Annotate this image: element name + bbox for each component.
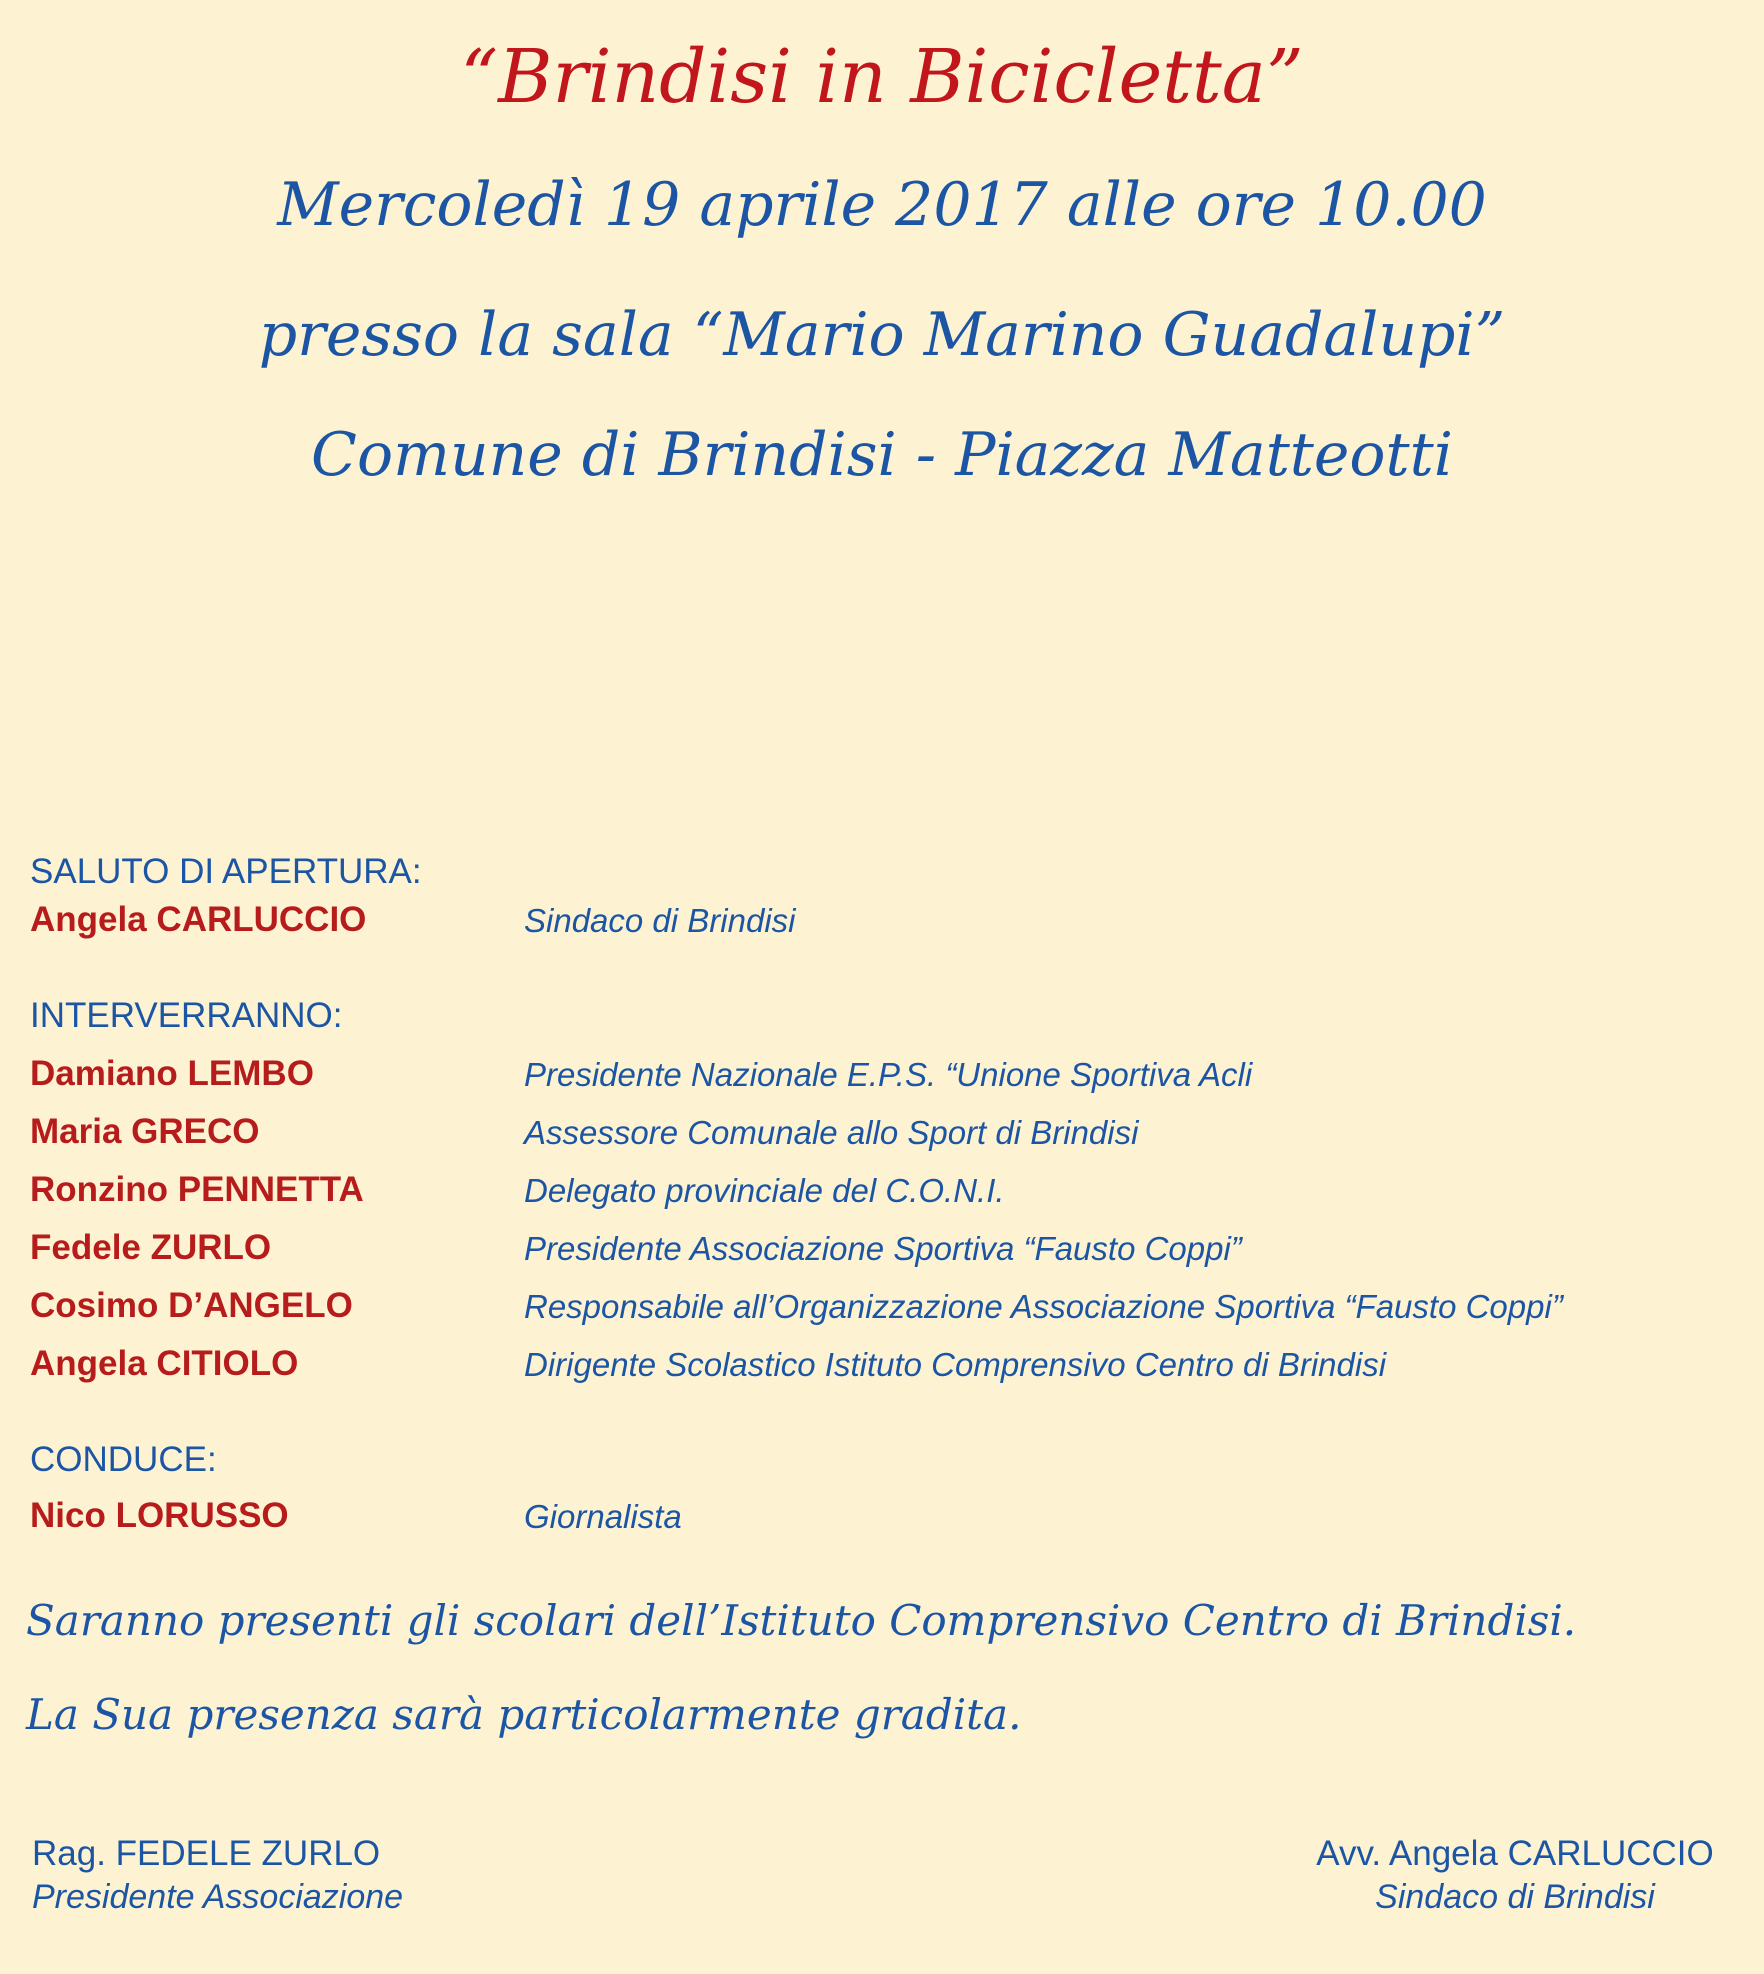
speaker-name: Damiano LEMBO (30, 1054, 314, 1093)
moderator-section-label: CONDUCE: (30, 1440, 217, 1479)
speaker-row (30, 1344, 1730, 1392)
speaker-role: Giornalista (524, 1498, 682, 1535)
speaker-role: Presidente Nazionale E.P.S. “Unione Sportiva Acli (524, 1056, 1253, 1093)
speaker-name: Ronzino PENNETTA (30, 1170, 364, 1209)
signature-left (32, 1834, 412, 1917)
speaker-name: Maria GRECO (30, 1112, 260, 1151)
speaker-row (30, 900, 1730, 948)
speaker-role: Delegato provinciale del C.O.N.I. (524, 1172, 1005, 1209)
event-date: Mercoledì 19 aprile 2017 alle ore 10.00 (277, 170, 1487, 240)
speaker-role: Sindaco di Brindisi (524, 902, 796, 939)
speaker-row (30, 1170, 1730, 1218)
speaker-role: Dirigente Scolastico Istituto Comprensivo Centro di Brindisi (524, 1346, 1387, 1383)
closing-note-welcome: La Sua presenza sarà particolarmente gradita. (26, 1690, 1022, 1739)
event-venue: presso la sala “Mario Marino Guadalupi” (258, 300, 1506, 370)
speaker-role: Assessore Comunale allo Sport di Brindisi (524, 1114, 1139, 1151)
speaker-role: Responsabile all’Organizzazione Associazione Sportiva “Fausto Coppi” (524, 1288, 1563, 1325)
speaker-row (30, 1112, 1730, 1160)
speaker-role: Presidente Associazione Sportiva “Fausto Coppi” (524, 1230, 1242, 1267)
speaker-name: Angela CITIOLO (30, 1344, 299, 1383)
signature-left-role: Presidente Associazione (32, 1878, 404, 1916)
closing-note-students: Saranno presenti gli scolari dell’Istituto Comprensivo Centro di Brindisi. (26, 1596, 1577, 1645)
opening-section-label: SALUTO DI APERTURA: (30, 852, 422, 891)
speaker-name: Angela CARLUCCIO (30, 900, 367, 939)
event-place: Comune di Brindisi - Piazza Matteotti (311, 420, 1453, 490)
speaker-name: Fedele ZURLO (30, 1228, 272, 1267)
speaker-row (30, 1054, 1730, 1102)
signature-right (1290, 1834, 1740, 1917)
signature-right-name: Avv. Angela CARLUCCIO (1316, 1834, 1714, 1873)
speaker-row (30, 1496, 1730, 1544)
speaker-name: Nico LORUSSO (30, 1496, 289, 1535)
signature-right-role: Sindaco di Brindisi (1375, 1878, 1655, 1916)
speakers-section-label: INTERVERRANNO: (30, 996, 343, 1035)
event-title: “Brindisi in Bicicletta” (460, 34, 1304, 120)
speaker-name: Cosimo D’ANGELO (30, 1286, 353, 1325)
signature-left-name: Rag. FEDELE ZURLO (32, 1834, 381, 1873)
speaker-row (30, 1286, 1730, 1334)
speaker-row (30, 1228, 1730, 1276)
